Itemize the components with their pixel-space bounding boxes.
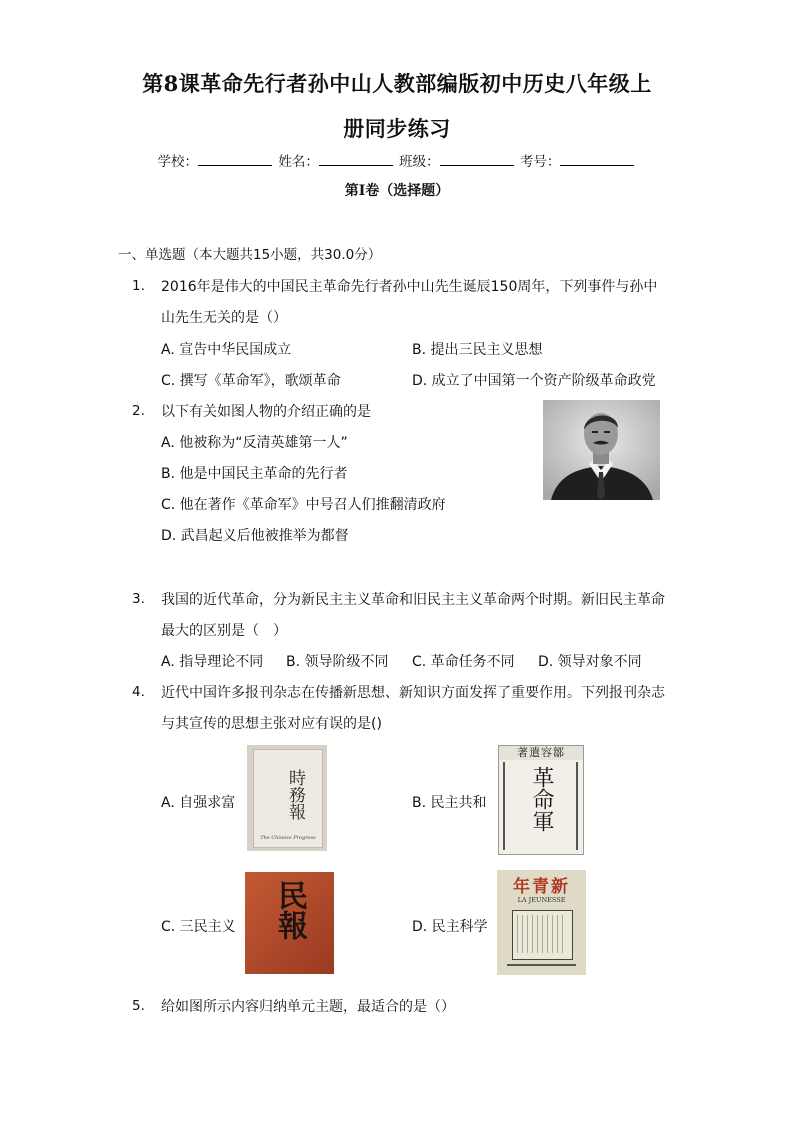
option-a: A. 指导理论不同: [161, 654, 264, 670]
magazine-image-xinqingnian: [497, 870, 586, 975]
book-image-gemingjun: [498, 745, 584, 855]
document-title-line2: 册同步练习: [343, 116, 451, 141]
question-text: 以下有关如图人物的介绍正确的是: [161, 404, 371, 420]
option-b: B. 领导阶级不同: [286, 654, 389, 670]
option-a: A. 他被称为“反清英雄第一人”: [161, 435, 348, 451]
newspaper-image-shiwubao: [247, 745, 327, 851]
volume-heading: 第I卷（选择题）: [344, 183, 450, 199]
option-d: D. 成立了中国第一个资产阶级革命政党: [412, 373, 656, 389]
option-a: A. 自强求富: [161, 795, 236, 811]
question-number: 2.: [132, 403, 145, 419]
question-number: 4.: [132, 684, 145, 700]
image-text: 革命軍: [529, 766, 554, 832]
class-blank[interactable]: [440, 151, 514, 166]
question-text: 我国的近代革命，分为新民主主义革命和旧民主主义革命两个时期。新旧民主革命: [161, 592, 665, 608]
option-d: D. 武昌起义后他被推举为都督: [161, 528, 349, 544]
portrait-photo: [543, 400, 660, 500]
option-c: C. 他在著作《革命军》中号召人们推翻清政府: [161, 497, 446, 513]
option-c: C. 革命任务不同: [412, 654, 515, 670]
document-title-line1: 第8课革命先行者孙中山人教部编版初中历史八年级上: [142, 71, 652, 96]
question-text: 给如图所示内容归纳单元主题，最适合的是（）: [161, 999, 455, 1015]
image-header: 著遣容鄒: [499, 746, 583, 760]
newspaper-image-minbao: [245, 872, 334, 974]
question-number: 1.: [132, 278, 145, 294]
image-subtext: LA JEUNESSE: [517, 896, 566, 904]
class-label: 班级：: [399, 154, 440, 170]
question-text: 最大的区别是（ ）: [161, 623, 287, 639]
question-number: 5.: [132, 998, 145, 1014]
school-blank[interactable]: [198, 151, 272, 166]
question-text: 2016年是伟大的中国民主革命先行者孙中山先生诞辰150周年，下列事件与孙中: [161, 279, 658, 295]
name-blank[interactable]: [319, 151, 393, 166]
student-info-line: [0, 150, 794, 170]
question-text: 近代中国许多报刊杂志在传播新思想、新知识方面发挥了重要作用。下列报刊杂志: [161, 685, 665, 701]
question-text: 山先生无关的是（）: [161, 310, 287, 326]
option-b: B. 民主共和: [412, 795, 487, 811]
option-a: A. 宣告中华民国成立: [161, 342, 292, 358]
exam-no-label: 考号：: [519, 154, 561, 170]
exam-no-blank[interactable]: [560, 151, 634, 166]
image-text: 時務報: [285, 768, 305, 820]
option-d: D. 民主科学: [412, 919, 488, 935]
question-number: 3.: [132, 591, 145, 607]
option-b: B. 提出三民主义思想: [412, 342, 543, 358]
name-label: 姓名：: [278, 154, 319, 170]
image-text: 民報: [272, 880, 307, 940]
option-c: C. 三民主义: [161, 919, 236, 935]
school-label: 学校：: [157, 154, 199, 170]
option-b: B. 他是中国民主革命的先行者: [161, 466, 348, 482]
image-subtext: The Chinese Progress: [260, 835, 316, 841]
option-d: D. 领导对象不同: [538, 654, 642, 670]
question-text: 与其宣传的思想主张对应有误的是(): [161, 716, 382, 732]
image-text: 新青年: [513, 877, 570, 897]
section-heading: 一、单选题（本大题共15小题，共30.0分）: [118, 247, 382, 263]
option-c: C. 撰写《革命军》，歌颂革命: [161, 373, 341, 389]
